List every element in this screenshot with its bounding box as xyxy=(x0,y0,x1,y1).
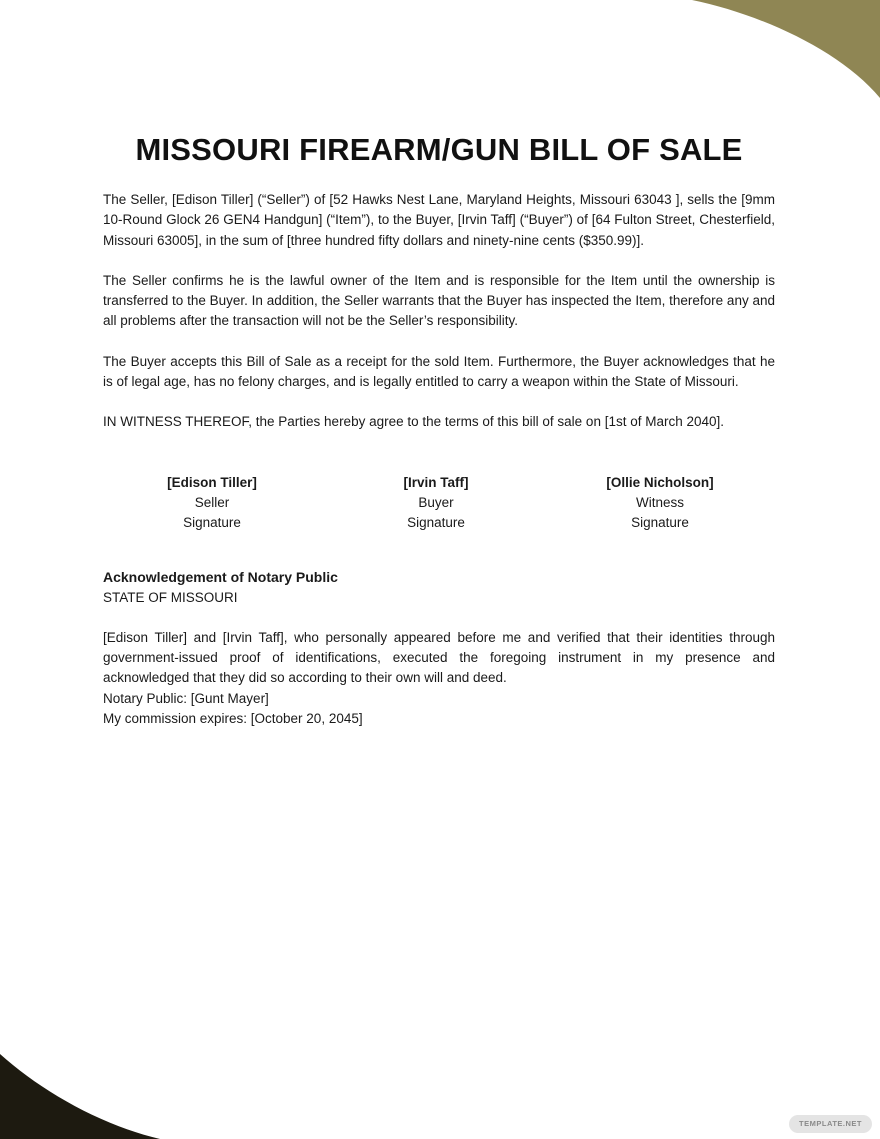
signer-role: Seller xyxy=(194,494,230,510)
notary-state: STATE OF MISSOURI xyxy=(103,589,238,605)
signature-section xyxy=(103,473,775,534)
top-swoosh-shape xyxy=(692,0,880,98)
signer-name: [Irvin Taff] xyxy=(403,474,469,490)
signature-label: Signature xyxy=(631,515,689,531)
seller-warranty-paragraph: The Seller confirms he is the lawful owner of the Item and is responsible for the Item until the ownership is transferred to the Buyer. In addition, the Seller warrants that the Buyer has inspected the Item, therefore any and all problems after the transaction will not be the Seller’s responsibility. xyxy=(103,272,775,329)
document-body xyxy=(103,128,775,729)
signer-role: Witness xyxy=(635,494,684,510)
witness-signature-block xyxy=(551,473,769,534)
notary-body-paragraph: [Edison Tiller] and [Irvin Taff], who personally appeared before me and verified that their identities through government-issued proof of identifications, executed the foregoing instrument in my presence and acknowledged that they did so according to their own will and deed. xyxy=(103,629,775,686)
buyer-acceptance-paragraph: The Buyer accepts this Bill of Sale as a receipt for the sold Item. Furthermore, the Buyer acknowledges that he is of legal age, has no felony charges, and is legally entitled to carry a weapon within the State of Missouri. xyxy=(103,353,775,390)
signature-label: Signature xyxy=(407,515,465,531)
sale-terms-paragraph: The Seller, [Edison Tiller] (“Seller”) of [52 Hawks Nest Lane, Maryland Heights, Missouri 63043 ], sells the [9mm 10-Round Glock 26 GEN4 Handgun] (“Item”), to the Buyer, [Irvin Taff] (“Buyer”) of [64 Fulton Street, Chesterfield, Missouri 63005], in the sum of [three hundred fifty dollars and ninety-nine cents ($350.99)]. xyxy=(103,192,775,248)
signer-role: Buyer xyxy=(418,494,454,510)
bottom-swoosh-shape xyxy=(0,1054,160,1139)
signer-name: [Ollie Nicholson] xyxy=(606,474,714,490)
commission-expiry-line: My commission expires: [October 20, 2045] xyxy=(103,711,363,727)
signature-label: Signature xyxy=(183,515,241,531)
notary-heading: Acknowledgement of Notary Public xyxy=(103,568,338,585)
template-watermark: TEMPLATE.NET xyxy=(789,1115,872,1133)
bottom-corner-decoration xyxy=(0,1030,200,1139)
witness-paragraph: IN WITNESS THEREOF, the Parties hereby agree to the terms of this bill of sale on [1st of March 2040]. xyxy=(103,414,725,430)
seller-signature-block xyxy=(103,473,321,534)
document-title: MISSOURI FIREARM/GUN BILL OF SALE xyxy=(135,132,743,167)
signer-name: [Edison Tiller] xyxy=(167,474,257,490)
top-corner-decoration xyxy=(0,0,880,120)
notary-public-line: Notary Public: [Gunt Mayer] xyxy=(103,690,269,706)
buyer-signature-block xyxy=(327,473,545,534)
